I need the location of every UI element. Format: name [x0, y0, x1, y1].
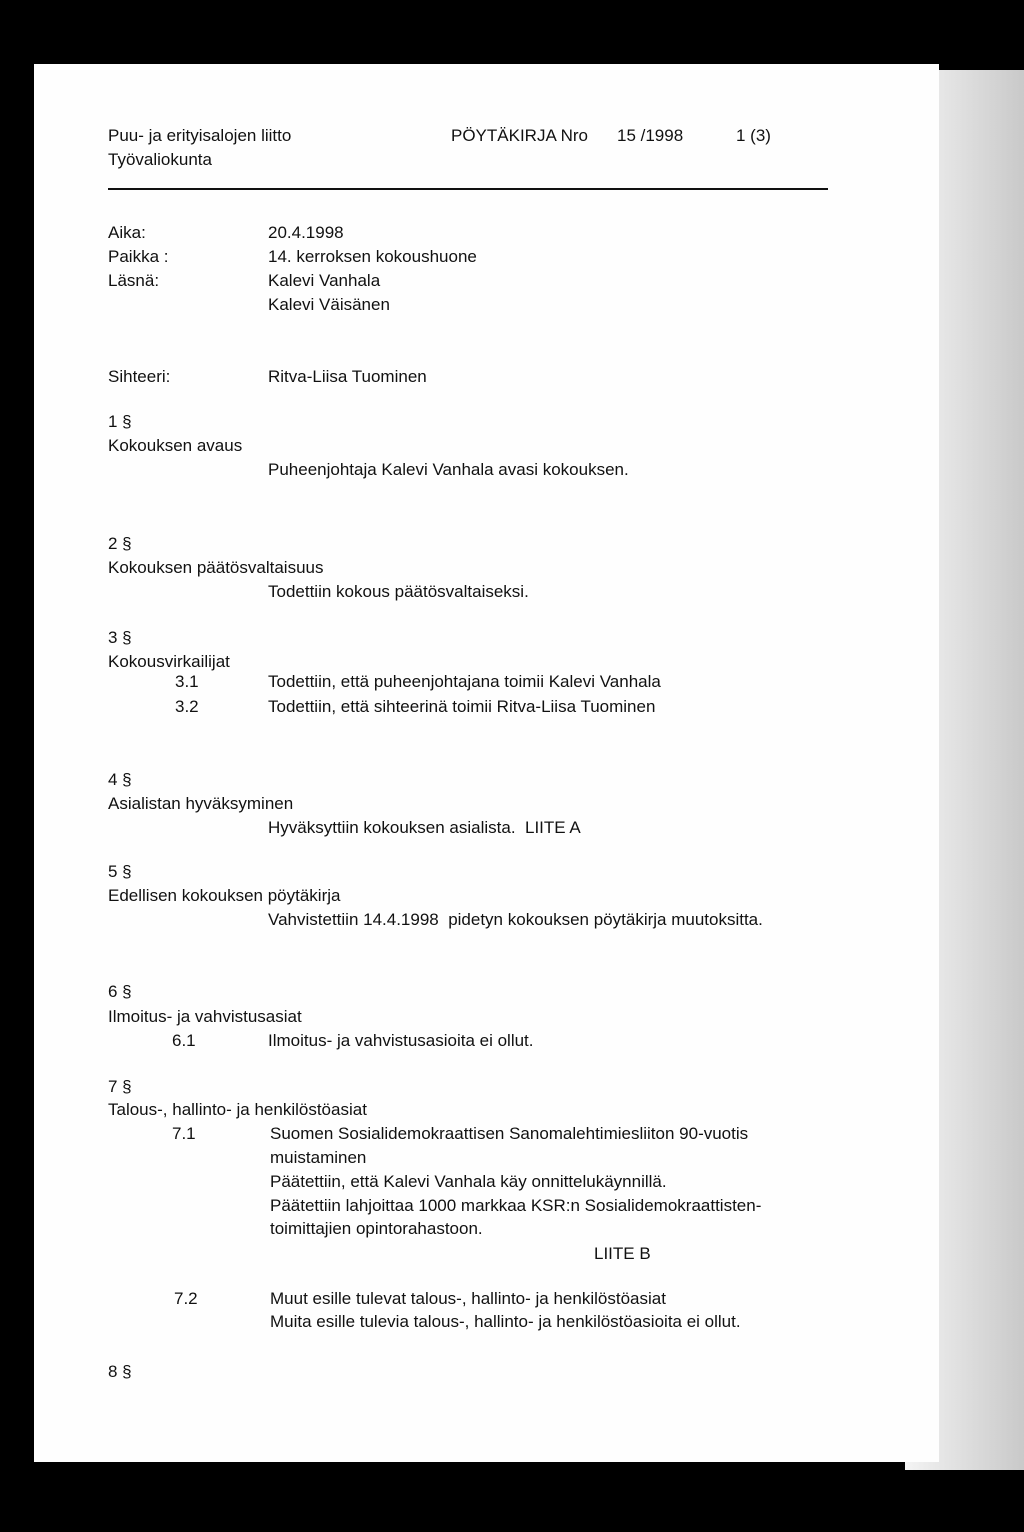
item-7-1-attachment: LIITE B [594, 1244, 651, 1263]
section-2-title: Kokouksen päätösvaltaisuus [108, 558, 324, 577]
section-3-number: 3 § [108, 628, 132, 647]
item-7-1-line-2: muistaminen [270, 1148, 367, 1167]
doc-title: PÖYTÄKIRJA Nro [451, 126, 588, 145]
section-7-title: Talous-, hallinto- ja henkilöstöasiat [108, 1100, 367, 1119]
item-3-1-text: Todettiin, että puheenjohtajana toimii Kalevi Vanhala [268, 672, 661, 691]
lasna-member-2: Kalevi Väisänen [268, 295, 390, 314]
section-5-number: 5 § [108, 862, 132, 881]
header-divider [108, 188, 828, 190]
section-8-number: 8 § [108, 1362, 132, 1381]
section-5-text: Vahvistettiin 14.4.1998 pidetyn kokouksen pöytäkirja muutoksitta. [268, 910, 763, 929]
item-7-1-line-4: Päätettiin lahjoittaa 1000 markkaa KSR:n Sosialidemokraattisten- [270, 1196, 762, 1215]
section-5-title: Edellisen kokouksen pöytäkirja [108, 886, 341, 905]
section-1-number: 1 § [108, 412, 132, 431]
section-4-text: Hyväksyttiin kokouksen asialista. LIITE A [268, 818, 581, 837]
lasna-member-1: Kalevi Vanhala [268, 271, 381, 290]
item-7-1-line-3: Päätettiin, että Kalevi Vanhala käy onnittelukäynnillä. [270, 1172, 667, 1191]
item-7-1-line-5: toimittajien opintorahastoon. [270, 1219, 483, 1238]
committee-name: Työvaliokunta [108, 150, 212, 169]
section-2-number: 2 § [108, 534, 132, 553]
item-7-2-line-2: Muita esille tulevia talous-, hallinto- ja henkilöstöasioita ei ollut. [270, 1312, 741, 1331]
lasna-label: Läsnä: [108, 271, 160, 290]
item-3-2-text: Todettiin, että sihteerinä toimii Ritva-Liisa Tuominen [268, 697, 656, 716]
item-7-1-line-1: Suomen Sosialidemokraattisen Sanomalehtimiesliiton 90-vuotis [270, 1124, 749, 1143]
item-6-1-number: 6.1 [172, 1031, 196, 1050]
paikka-value: 14. kerroksen kokoushuone [268, 247, 477, 266]
section-2-text: Todettiin kokous päätösvaltaiseksi. [268, 582, 529, 601]
scan-border [0, 1470, 1024, 1532]
section-4-number: 4 § [108, 770, 132, 789]
org-name: Puu- ja erityisalojen liitto [108, 126, 292, 145]
section-4-title: Asialistan hyväksyminen [108, 794, 294, 813]
item-7-2-line-1: Muut esille tulevat talous-, hallinto- ja henkilöstöasiat [270, 1289, 666, 1308]
aika-value: 20.4.1998 [268, 223, 344, 242]
sihteeri-value: Ritva-Liisa Tuominen [268, 367, 427, 386]
item-7-2-number: 7.2 [174, 1289, 198, 1308]
paikka-label: Paikka : [108, 247, 169, 266]
item-7-1-number: 7.1 [172, 1124, 196, 1143]
sihteeri-label: Sihteeri: [108, 367, 171, 386]
item-3-1-number: 3.1 [175, 672, 199, 691]
section-1-title: Kokouksen avaus [108, 436, 243, 455]
doc-number: 15 /1998 [617, 126, 684, 145]
item-6-1-text: Ilmoitus- ja vahvistusasioita ei ollut. [268, 1031, 534, 1050]
section-6-title: Ilmoitus- ja vahvistusasiat [108, 1007, 302, 1026]
section-1-text: Puheenjohtaja Kalevi Vanhala avasi kokouksen. [268, 460, 629, 479]
aika-label: Aika: [108, 223, 146, 242]
page-number: 1 (3) [736, 126, 771, 145]
section-7-number: 7 § [108, 1077, 132, 1096]
item-3-2-number: 3.2 [175, 697, 199, 716]
document-page [34, 64, 939, 1462]
section-3-title: Kokousvirkailijat [108, 652, 230, 671]
section-6-number: 6 § [108, 982, 132, 1001]
